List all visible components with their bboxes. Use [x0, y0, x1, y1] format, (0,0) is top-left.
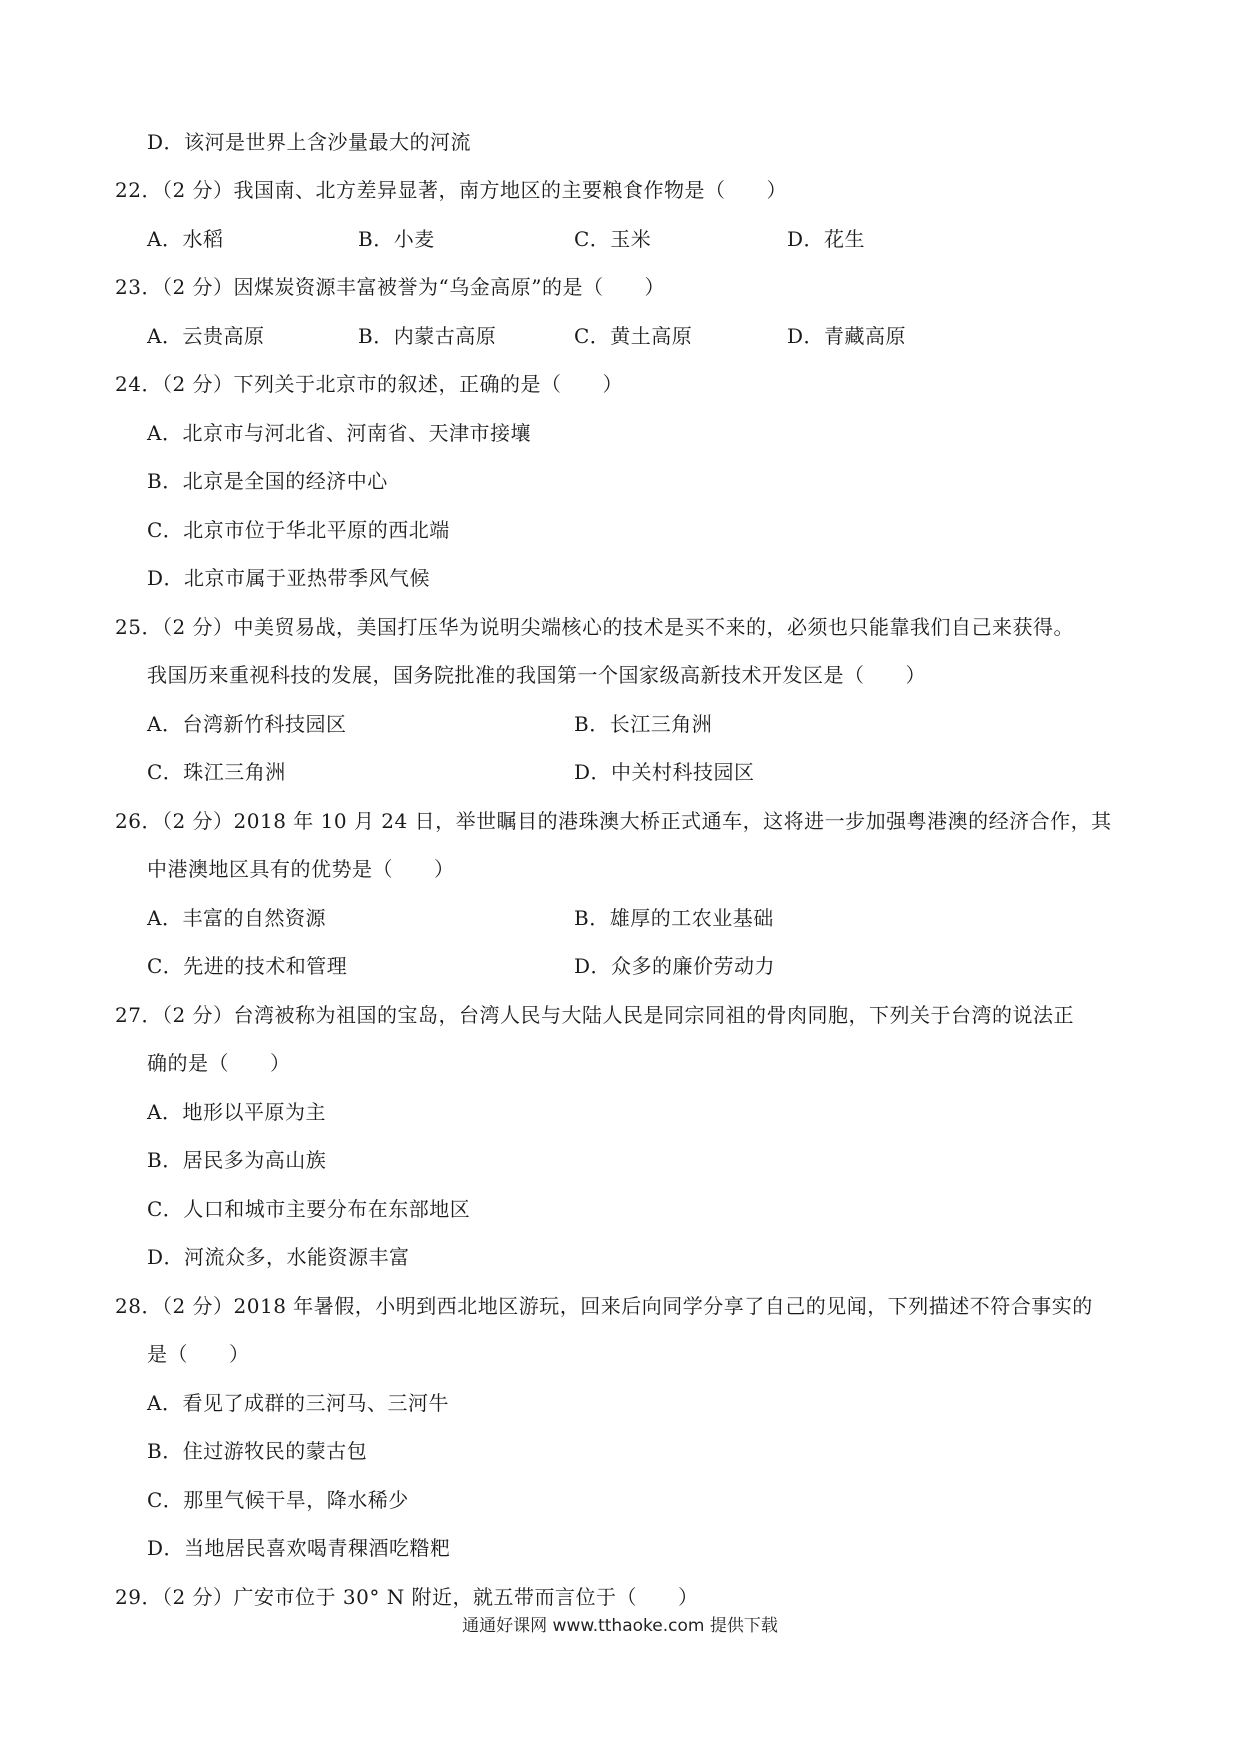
q24-option-d: D．北京市属于亚热带季风气候 — [147, 566, 431, 590]
q23-option-b: B．内蒙古高原 — [358, 324, 497, 348]
q27-option-a: A．地形以平原为主 — [147, 1100, 326, 1124]
q24-option-b: B．北京是全国的经济中心 — [147, 469, 388, 493]
q27-option-c: C．人口和城市主要分布在东部地区 — [147, 1197, 471, 1221]
q25-option-c: C．珠江三角洲 — [147, 760, 286, 784]
q28-option-c: C．那里气候干旱，降水稀少 — [147, 1488, 409, 1512]
q29-stem: 29．（2 分）广安市位于 30° N 附近，就五带而言位于（ ） — [115, 1585, 699, 1609]
q25-options-row1 — [147, 709, 1047, 739]
q28-option-b: B．住过游牧民的蒙古包 — [147, 1439, 368, 1463]
q23-stem: 23．（2 分）因煤炭资源丰富被誉为“乌金高原”的是（ ） — [115, 275, 665, 299]
q27-stem-line2: 确的是（ ） — [147, 1051, 291, 1075]
q26-option-a: A．丰富的自然资源 — [147, 906, 326, 930]
q28-option-a: A．看见了成群的三河马、三河牛 — [147, 1391, 449, 1415]
q27-stem-line1: 27．（2 分）台湾被称为祖国的宝岛，台湾人民与大陆人民是同宗同祖的骨肉同胞，下列关于台湾的说法正 — [115, 1003, 1075, 1027]
page-footer: 通通好课网 www.tthaoke.com 提供下载 — [462, 1616, 778, 1636]
q24-stem: 24．（2 分）下列关于北京市的叙述，正确的是（ ） — [115, 372, 624, 396]
q26-stem-line2: 中港澳地区具有的优势是（ ） — [147, 857, 455, 881]
q25-options-row2 — [147, 757, 1047, 787]
q26-stem-line1: 26．（2 分）2018 年 10 月 24 日，举世瞩目的港珠澳大桥正式通车，这将进一步加强粤港澳的经济合作，其 — [115, 809, 1112, 833]
q25-option-d: D．中关村科技园区 — [574, 760, 755, 784]
q27-option-b: B．居民多为高山族 — [147, 1148, 327, 1172]
q22-stem: 22．（2 分）我国南、北方差异显著，南方地区的主要粮食作物是（ ） — [115, 178, 788, 202]
q26-option-c: C．先进的技术和管理 — [147, 954, 348, 978]
q22-options — [147, 224, 1047, 254]
q25-stem-line2: 我国历来重视科技的发展，国务院批准的我国第一个国家级高新技术开发区是（ ） — [147, 663, 926, 687]
q23-option-c: C．黄土高原 — [574, 324, 693, 348]
q23-option-d: D．青藏高原 — [787, 324, 907, 348]
q28-option-d: D．当地居民喜欢喝青稞酒吃糌粑 — [147, 1536, 451, 1560]
q26-option-d: D．众多的廉价劳动力 — [574, 954, 776, 978]
q22-option-c: C．玉米 — [574, 227, 652, 251]
q24-option-c: C．北京市位于华北平原的西北端 — [147, 518, 450, 542]
q22-option-a: A．水稻 — [147, 227, 224, 251]
q22-option-d: D．花生 — [787, 227, 866, 251]
q28-stem-line2: 是（ ） — [147, 1342, 250, 1366]
q27-option-d: D．河流众多，水能资源丰富 — [147, 1245, 410, 1269]
q26-options-row1 — [147, 903, 1047, 933]
q21-option-d: D．该河是世界上含沙量最大的河流 — [147, 130, 472, 154]
q25-stem-line1: 25．（2 分）中美贸易战，美国打压华为说明尖端核心的技术是买不来的，必须也只能靠我们自己来获得。 — [115, 615, 1075, 639]
q25-option-b: B．长江三角洲 — [574, 712, 713, 736]
q23-options — [147, 321, 1047, 351]
q26-option-b: B．雄厚的工农业基础 — [574, 906, 774, 930]
q26-options-row2 — [147, 951, 1047, 981]
q25-option-a: A．台湾新竹科技园区 — [147, 712, 347, 736]
q22-option-b: B．小麦 — [358, 227, 435, 251]
q23-option-a: A．云贵高原 — [147, 324, 265, 348]
q28-stem-line1: 28．（2 分）2018 年暑假，小明到西北地区游玩，回来后向同学分享了自己的见闻，下列描述不符合事实的 — [115, 1294, 1093, 1318]
q24-option-a: A．北京市与河北省、河南省、天津市接壤 — [147, 421, 531, 445]
